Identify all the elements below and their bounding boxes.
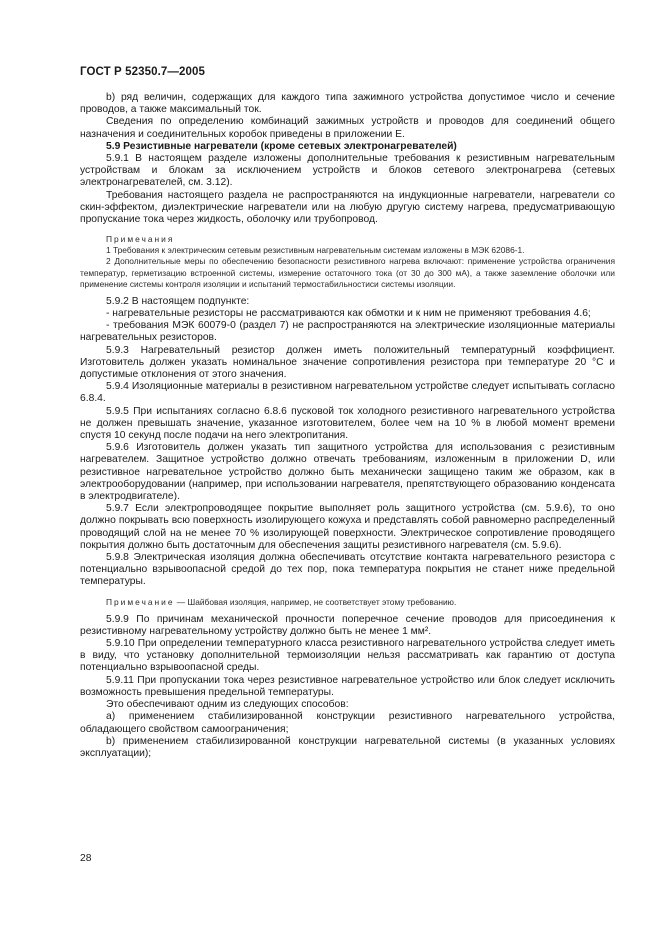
note-item: 2 Дополнительные меры по обеспечению безопасности резистивного нагрева включают: применение устройства ограничения температур, герметизацию встроенной системы, измерение остаточного тока (от 30 до 300 мА), а также заземление оболочки или применение системы контроля изоляции и испытаний термостабильностиси системы изоляции. <box>80 256 615 289</box>
notes-title: Примечания <box>106 234 175 245</box>
paragraph: Сведения по определению комбинаций зажимных устройств и проводов для соединений общего назначения и соединительных коробок приведены в приложении Е. <box>80 116 615 140</box>
paragraph: Это обеспечивают одним из следующих способов: <box>106 699 349 711</box>
paragraph: b) применением стабилизированной конструкции нагревательной системы (в указанных условиях эксплуатации); <box>80 735 615 759</box>
paragraph: Требования настоящего раздела не распространяются на индукционные нагреватели, нагреватели со скин-эффектом, диэлектрические нагреватели или на любую другую систему нагрева, предусматривающую пропускание тока через жидкость, оболочку или трубопровод. <box>80 189 615 226</box>
note-item: 1 Требования к электрическим сетевым резистивным нагревательным системам изложены в МЭК 62086-1. <box>106 245 525 256</box>
paragraph: 5.9.6 Изготовитель должен указать тип защитного устройства для использования с резистивным нагревателем. Защитное устройство должно отвечать требованиям, изложенным в приложении D, или резистивное нагревательное устройство должно быть механически защищено таким же образом, как в электрооборудовании (например, при использовании нагревателя, препятствующего образованию конденсата в электродвигателе). <box>80 442 615 502</box>
standard-header: ГОСТ Р 52350.7—2005 <box>80 66 205 78</box>
paragraph: 5.9.7 Если электропроводящее покрытие выполняет роль защитного устройства (см. 5.9.6), то оно должно покрывать всю поверхность изолирующего кожуха и представлять собой равномерно распределенный проводящий слой на не менее 70 % изолирующей поверхности. Электрическое сопротивление проводящего покрытия должно быть достаточным для обеспечения защиты резистивного нагревателя (см. 5.9.6). <box>80 503 615 551</box>
document-body <box>80 92 615 760</box>
page-number: 28 <box>80 853 92 864</box>
paragraph: 5.9.1 В настоящем разделе изложены дополнительные требования к резистивным нагревательным устройствам и блокам за исключением устройств и блоков сетевого электронагрева (сетевых электронагревателей, см. 3.12). <box>80 153 615 189</box>
paragraph: b) ряд величин, содержащих для каждого типа зажимного устройства допустимое число и сечение проводов, а также максимальный ток. <box>80 92 615 116</box>
paragraph: 5.9.9 По причинам механической прочности поперечное сечение проводов для присоединения к резистивному нагревательному устройству должно быть не менее 1 мм². <box>80 613 615 637</box>
paragraph: 5.9.10 При определении температурного класса резистивного нагревательного устройства следует иметь в виду, что установку дополнительной термоизоляции нельзя рассматривать как гарантию от доступа потенциально взрывоопасной среды. <box>80 638 615 674</box>
notes-block <box>80 234 615 289</box>
paragraph: 5.9.4 Изоляционные материалы в резистивном нагревательном устройстве следует испытывать согласно 6.8.4. <box>80 381 615 405</box>
paragraph: 5.9.3 Нагревательный резистор должен иметь положительный температурный коэффициент. Изготовитель должен указать номинальное значение сопротивления резистора при температуре 20 °С и допустимые отклонения от этого значения. <box>80 344 615 380</box>
paragraph: 5.9.5 При испытаниях согласно 6.8.6 пусковой ток холодного резистивного нагревательного устройства не должен превышать значение, указанное изготовителем, более чем на 10 % в любой момент времени спустя 10 секунд после подачи на него электропитания. <box>80 405 615 441</box>
paragraph: - требования МЭК 60079-0 (раздел 7) не распространяются на электрические изоляционные материалы нагревательных резисторов. <box>80 320 615 344</box>
note-text: — Шайбовая изоляция, например, не соответствует этому требованию. <box>174 596 457 607</box>
paragraph: а) применением стабилизированной конструкции резистивного нагревательного устройства, обладающего свойством самоограничения; <box>80 711 615 735</box>
paragraph: 5.9.8 Электрическая изоляция должна обеспечивать отсутствие контакта нагревательного резистора с потенциально взрывоопасной средой до тех пор, пока температура покрытия не станет ниже предельной температуры. <box>80 551 615 588</box>
paragraph: 5.9.11 При пропускании тока через резистивное нагревательное устройство или блок следует исключить возможность превышения предельной температуры. <box>80 674 615 698</box>
section-heading: 5.9 Резистивные нагреватели (кроме сетевых электронагревателей) <box>106 140 457 152</box>
paragraph: 5.9.2 В настоящем подпункте: <box>106 295 250 307</box>
paragraph: - нагревательные резисторы не рассматриваются как обмотки и к ним не применяют требования 4.6; <box>106 307 591 319</box>
note-label: Примечание <box>106 596 175 607</box>
note-inline <box>80 597 615 608</box>
